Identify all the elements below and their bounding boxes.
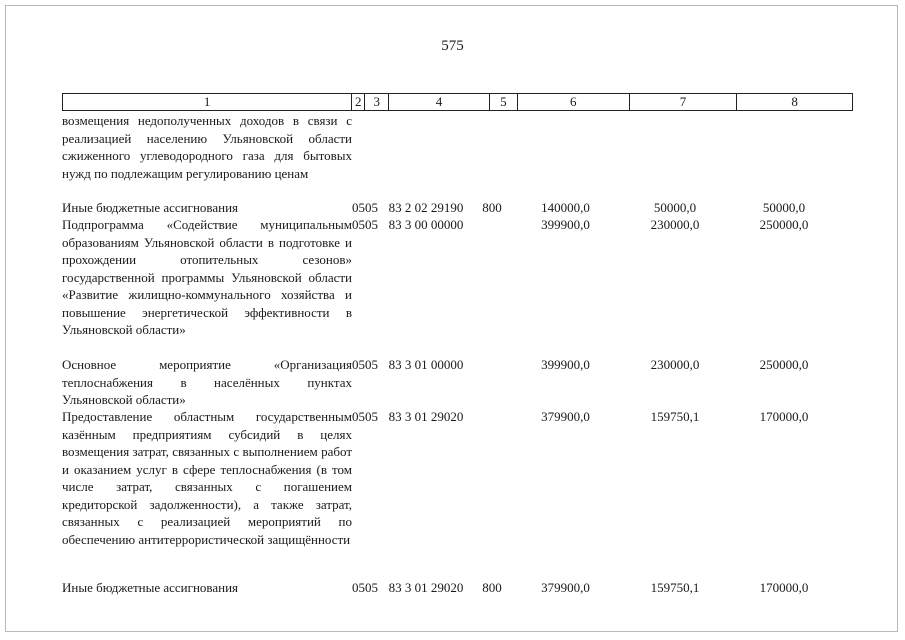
row-amount-6: 399900,0	[541, 357, 590, 372]
row-section: 05	[352, 357, 365, 372]
row-subsection: 05	[365, 580, 378, 595]
row-target-code: 83 3 01 00000	[388, 357, 464, 372]
row-subsection: 05	[365, 200, 378, 215]
row-amount-6: 379900,0	[541, 580, 590, 595]
row-amount-8: 170000,0	[759, 409, 809, 424]
table-body	[62, 112, 853, 599]
header-col-2: 2	[352, 94, 365, 110]
row-target-code: 83 2 02 29190	[388, 200, 464, 215]
header-col-8: 8	[791, 94, 798, 109]
row-name: Предоставление областным государственным казённым предприятиям субсидий в целях возмещения затрат, связанных с выполнением работ и оказанием услуг в сфере теплоснабжения (в том числе затрат, связанных с погашением кредиторской задолженности), а также затрат, связанных с реализацией мероприятий по обеспечению антитеррористической защищённости	[62, 409, 352, 547]
row-section: 05	[352, 409, 365, 424]
header-col-7: 7	[630, 94, 738, 110]
header-col-3: 3	[365, 94, 389, 110]
row-amount-6: 379900,0	[541, 409, 590, 424]
row-expense-type: 800	[482, 580, 502, 595]
row-section: 05	[352, 580, 365, 595]
table-row	[62, 216, 853, 356]
row-name: возмещения недополученных доходов в связи с реализацией населению Ульяновской области сжиженного углеводородного газа для бытовых нужд по подлежащим регулированию ценам	[62, 113, 352, 181]
row-target-code: 83 3 01 29020	[388, 409, 464, 424]
row-amount-7: 50000,0	[653, 200, 697, 215]
row-amount-6: 399900,0	[541, 217, 590, 232]
row-name: Подпрограмма «Содействие муниципальным образованиям Ульяновской области в подготовке и прохождении отопительных сезонов» государственной программы Ульяновской области «Развитие жилищно-коммунального хозяйства и повышение энергетической эффективности в Ульяновской области»	[62, 217, 352, 337]
row-name: Иные бюджетные ассигнования	[62, 200, 239, 215]
header-col-6: 6	[518, 94, 630, 110]
row-amount-7: 230000,0	[650, 217, 700, 232]
header-col-5: 5	[490, 94, 518, 110]
row-target-code: 83 3 00 00000	[388, 217, 464, 232]
page-number: 575	[441, 38, 464, 54]
row-amount-8: 250000,0	[759, 357, 809, 372]
table-row	[62, 356, 853, 408]
row-target-code: 83 3 01 29020	[388, 580, 464, 595]
row-amount-8: 50000,0	[762, 200, 806, 215]
row-name: Иные бюджетные ассигнования	[62, 580, 239, 595]
table-header	[62, 93, 853, 111]
row-amount-8: 250000,0	[759, 217, 809, 232]
row-amount-7: 159750,1	[650, 409, 700, 424]
row-amount-8: 170000,0	[759, 580, 809, 595]
row-name: Основное мероприятие «Организация теплоснабжения в населённых пунктах Ульяновской области»	[62, 357, 352, 407]
row-expense-type: 800	[482, 200, 502, 215]
header-col-1: 1	[63, 94, 352, 110]
row-subsection: 05	[365, 409, 378, 424]
row-amount-7: 159750,1	[650, 580, 700, 595]
table-row	[62, 579, 853, 599]
table-row	[62, 112, 853, 199]
row-amount-6: 140000,0	[541, 200, 590, 215]
row-amount-7: 230000,0	[650, 357, 700, 372]
row-subsection: 05	[365, 217, 378, 232]
table-row	[62, 408, 853, 579]
row-section: 05	[352, 200, 365, 215]
row-section: 05	[352, 217, 365, 232]
header-col-4: 4	[389, 94, 490, 110]
row-subsection: 05	[365, 357, 378, 372]
table-row	[62, 199, 853, 216]
